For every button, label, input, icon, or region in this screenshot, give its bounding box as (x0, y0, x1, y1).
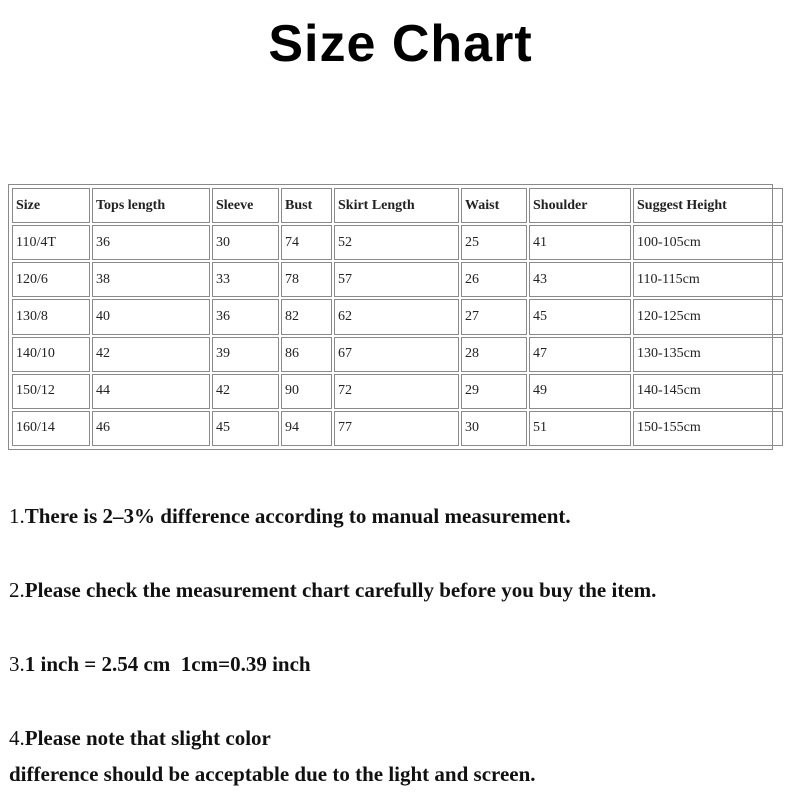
note-number: 2. (9, 578, 25, 602)
table-cell: 46 (92, 411, 210, 446)
note-number: 3. (9, 652, 25, 676)
table-cell: 120-125cm (633, 299, 783, 334)
table-cell: 36 (92, 225, 210, 260)
table-cell: 62 (334, 299, 459, 334)
table-cell: 72 (334, 374, 459, 409)
table-header-cell: Size (12, 188, 90, 223)
table-row (12, 225, 783, 260)
table-row (12, 374, 783, 409)
table-cell: 40 (92, 299, 210, 334)
note-2 (9, 572, 799, 608)
table-cell: 45 (529, 299, 631, 334)
size-chart-table (8, 184, 773, 450)
table-cell: 100-105cm (633, 225, 783, 260)
note-number: 1. (9, 504, 25, 528)
table-header-row (12, 188, 783, 223)
table-cell: 82 (281, 299, 332, 334)
table-cell: 90 (281, 374, 332, 409)
table-cell: 44 (92, 374, 210, 409)
table-cell: 26 (461, 262, 527, 297)
notes-section (9, 498, 799, 792)
table-header-cell: Waist (461, 188, 527, 223)
table-cell: 42 (92, 337, 210, 372)
table-cell: 160/14 (12, 411, 90, 446)
table-cell: 47 (529, 337, 631, 372)
table-cell: 130-135cm (633, 337, 783, 372)
table-header-cell: Shoulder (529, 188, 631, 223)
table-cell: 25 (461, 225, 527, 260)
table-cell: 30 (461, 411, 527, 446)
table-cell: 30 (212, 225, 279, 260)
table-cell: 38 (92, 262, 210, 297)
table-cell: 120/6 (12, 262, 90, 297)
table-cell: 74 (281, 225, 332, 260)
note-4-continuation: difference should be acceptable due to the light and screen. (9, 762, 536, 786)
table-cell: 27 (461, 299, 527, 334)
note-text: Please check the measurement chart carefully before you buy the item. (24, 578, 657, 602)
table-cell: 86 (281, 337, 332, 372)
table-cell: 140-145cm (633, 374, 783, 409)
note-1 (9, 498, 799, 534)
table-cell: 78 (281, 262, 332, 297)
table-header-cell: Skirt Length (334, 188, 459, 223)
table-cell: 150-155cm (633, 411, 783, 446)
note-number: 4. (9, 726, 25, 750)
table-row (12, 262, 783, 297)
table-cell: 52 (334, 225, 459, 260)
table-cell: 41 (529, 225, 631, 260)
table-cell: 130/8 (12, 299, 90, 334)
page-title: Size Chart (268, 15, 533, 73)
table-cell: 28 (461, 337, 527, 372)
table-header-cell: Tops length (92, 188, 210, 223)
table-cell: 43 (529, 262, 631, 297)
note-3 (9, 646, 799, 682)
table-cell: 29 (461, 374, 527, 409)
table-cell: 140/10 (12, 337, 90, 372)
table-cell: 94 (281, 411, 332, 446)
table-row (12, 411, 783, 446)
table-cell: 49 (529, 374, 631, 409)
note-text: There is 2–3% difference according to manual measurement. (24, 504, 571, 528)
table-cell: 110/4T (12, 225, 90, 260)
table-cell: 39 (212, 337, 279, 372)
size-table (10, 186, 785, 448)
table-cell: 110-115cm (633, 262, 783, 297)
table-cell: 33 (212, 262, 279, 297)
table-header-cell: Sleeve (212, 188, 279, 223)
table-cell: 67 (334, 337, 459, 372)
note-text: Please note that slight color (24, 726, 271, 750)
table-row (12, 299, 783, 334)
table-header-cell: Bust (281, 188, 332, 223)
note-4 (9, 720, 799, 756)
note-text: 1 inch = 2.54 cm 1cm=0.39 inch (24, 652, 311, 676)
table-cell: 57 (334, 262, 459, 297)
table-cell: 77 (334, 411, 459, 446)
table-header-cell: Suggest Height (633, 188, 783, 223)
table-cell: 42 (212, 374, 279, 409)
table-cell: 150/12 (12, 374, 90, 409)
table-cell: 45 (212, 411, 279, 446)
table-row (12, 337, 783, 372)
table-cell: 51 (529, 411, 631, 446)
table-cell: 36 (212, 299, 279, 334)
